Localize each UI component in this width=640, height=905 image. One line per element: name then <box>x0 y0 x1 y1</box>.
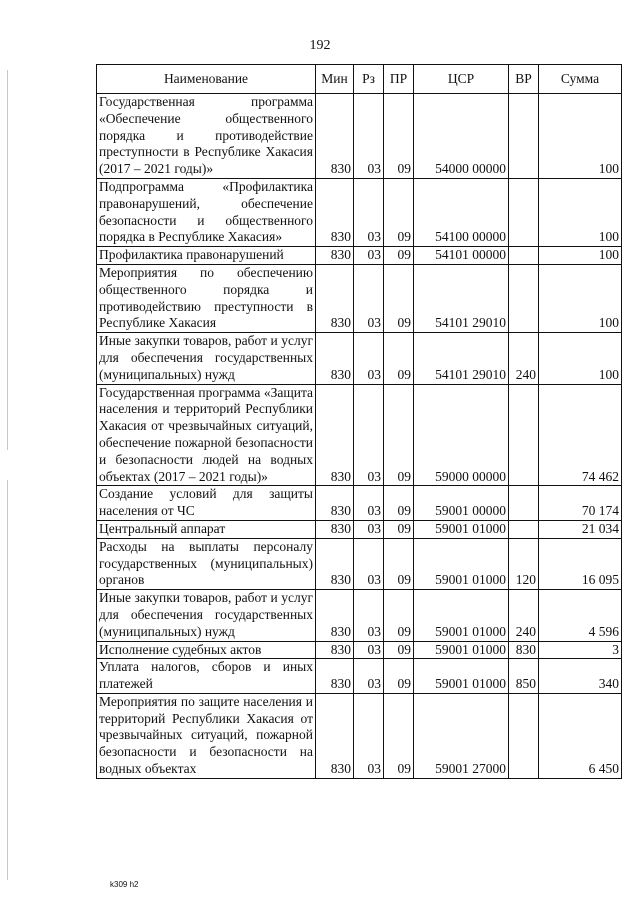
row-vr <box>509 486 539 521</box>
row-csr: 54101 29010 <box>414 333 509 384</box>
row-rz: 03 <box>354 384 384 486</box>
row-vr <box>509 384 539 486</box>
row-csr: 59001 01000 <box>414 659 509 694</box>
header-name: Наименование <box>97 65 316 94</box>
table-row <box>97 693 622 778</box>
row-rz: 03 <box>354 94 384 179</box>
row-csr: 54100 00000 <box>414 178 509 246</box>
row-csr: 59001 00000 <box>414 486 509 521</box>
row-vr <box>509 247 539 265</box>
row-csr: 59001 27000 <box>414 693 509 778</box>
row-pr: 09 <box>384 247 414 265</box>
row-csr: 54101 00000 <box>414 247 509 265</box>
table-row <box>97 333 622 384</box>
row-min: 830 <box>316 384 354 486</box>
row-rz: 03 <box>354 333 384 384</box>
footer-code: k309 h2 <box>110 880 139 889</box>
row-rz: 03 <box>354 659 384 694</box>
row-rz: 03 <box>354 264 384 332</box>
row-name: Создание условий для защиты населения от ЧС <box>97 486 316 521</box>
table-row <box>97 520 622 538</box>
row-csr: 54000 00000 <box>414 94 509 179</box>
row-sum: 21 034 <box>539 520 622 538</box>
row-min: 830 <box>316 333 354 384</box>
row-min: 830 <box>316 264 354 332</box>
table-row <box>97 538 622 589</box>
row-min: 830 <box>316 590 354 641</box>
scan-edge-line <box>7 70 8 450</box>
row-sum: 3 <box>539 641 622 659</box>
row-rz: 03 <box>354 641 384 659</box>
row-rz: 03 <box>354 520 384 538</box>
row-vr <box>509 264 539 332</box>
row-name: Исполнение судебных актов <box>97 641 316 659</box>
row-sum: 100 <box>539 247 622 265</box>
row-sum: 340 <box>539 659 622 694</box>
row-vr: 830 <box>509 641 539 659</box>
table-header-row <box>97 65 622 94</box>
row-csr: 59001 01000 <box>414 590 509 641</box>
row-rz: 03 <box>354 247 384 265</box>
row-pr: 09 <box>384 384 414 486</box>
row-vr: 120 <box>509 538 539 589</box>
table-row <box>97 247 622 265</box>
row-pr: 09 <box>384 94 414 179</box>
row-name: Центральный аппарат <box>97 520 316 538</box>
row-name: Государственная программа «Защита населения и территорий Республики Хакасия от чрезвычайных ситуаций, обеспечение пожарной безопасности и безопасности людей на водных объектах (2017 – 2021 годы)» <box>97 384 316 486</box>
row-vr: 850 <box>509 659 539 694</box>
row-sum: 6 450 <box>539 693 622 778</box>
table-row <box>97 641 622 659</box>
row-min: 830 <box>316 659 354 694</box>
header-vr: ВР <box>509 65 539 94</box>
row-min: 830 <box>316 693 354 778</box>
row-csr: 59001 01000 <box>414 538 509 589</box>
row-vr <box>509 178 539 246</box>
row-sum: 16 095 <box>539 538 622 589</box>
row-sum: 74 462 <box>539 384 622 486</box>
row-sum: 100 <box>539 333 622 384</box>
row-min: 830 <box>316 247 354 265</box>
row-pr: 09 <box>384 590 414 641</box>
row-sum: 4 596 <box>539 590 622 641</box>
row-name: Уплата налогов, сборов и иных платежей <box>97 659 316 694</box>
row-vr: 240 <box>509 590 539 641</box>
row-rz: 03 <box>354 693 384 778</box>
row-min: 830 <box>316 178 354 246</box>
row-csr: 59001 01000 <box>414 641 509 659</box>
row-vr <box>509 94 539 179</box>
table-row <box>97 590 622 641</box>
row-min: 830 <box>316 520 354 538</box>
row-name: Расходы на выплаты персоналу государственных (муниципальных) органов <box>97 538 316 589</box>
table-row <box>97 486 622 521</box>
row-name: Иные закупки товаров, работ и услуг для обеспечения государственных (муниципальных) нужд <box>97 590 316 641</box>
table-row <box>97 384 622 486</box>
row-pr: 09 <box>384 538 414 589</box>
row-sum: 100 <box>539 94 622 179</box>
row-vr <box>509 693 539 778</box>
row-name: Государственная программа «Обеспечение общественного порядка и противодействие преступности в Республике Хакасия (2017 – 2021 годы)» <box>97 94 316 179</box>
row-csr: 59001 01000 <box>414 520 509 538</box>
header-sum: Сумма <box>539 65 622 94</box>
row-vr <box>509 520 539 538</box>
header-pr: ПР <box>384 65 414 94</box>
row-pr: 09 <box>384 333 414 384</box>
row-name: Подпрограмма «Профилактика правонарушений, обеспечение безопасности и общественного порядка в Республике Хакасия» <box>97 178 316 246</box>
header-min: Мин <box>316 65 354 94</box>
budget-table <box>96 64 622 779</box>
row-pr: 09 <box>384 486 414 521</box>
row-rz: 03 <box>354 486 384 521</box>
row-sum: 100 <box>539 264 622 332</box>
table-row <box>97 178 622 246</box>
table-row <box>97 94 622 179</box>
row-min: 830 <box>316 486 354 521</box>
row-sum: 100 <box>539 178 622 246</box>
row-name: Профилактика правонарушений <box>97 247 316 265</box>
row-csr: 54101 29010 <box>414 264 509 332</box>
row-pr: 09 <box>384 641 414 659</box>
table-row <box>97 264 622 332</box>
header-csr: ЦСР <box>414 65 509 94</box>
row-min: 830 <box>316 641 354 659</box>
row-min: 830 <box>316 94 354 179</box>
row-name: Иные закупки товаров, работ и услуг для обеспечения государственных (муниципальных) нужд <box>97 333 316 384</box>
page-number: 192 <box>309 38 331 53</box>
header-rz: Рз <box>354 65 384 94</box>
table-row <box>97 659 622 694</box>
row-pr: 09 <box>384 693 414 778</box>
row-pr: 09 <box>384 659 414 694</box>
row-name: Мероприятия по обеспечению общественного порядка и противодействию преступности в Республике Хакасия <box>97 264 316 332</box>
row-name: Мероприятия по защите населения и территорий Республики Хакасия от чрезвычайных ситуаций, пожарной безопасности и безопасности на водных объектах <box>97 693 316 778</box>
row-pr: 09 <box>384 264 414 332</box>
row-rz: 03 <box>354 590 384 641</box>
row-rz: 03 <box>354 538 384 589</box>
row-sum: 70 174 <box>539 486 622 521</box>
row-csr: 59000 00000 <box>414 384 509 486</box>
row-rz: 03 <box>354 178 384 246</box>
row-vr: 240 <box>509 333 539 384</box>
row-pr: 09 <box>384 520 414 538</box>
row-min: 830 <box>316 538 354 589</box>
row-pr: 09 <box>384 178 414 246</box>
scan-edge-line <box>7 480 8 880</box>
